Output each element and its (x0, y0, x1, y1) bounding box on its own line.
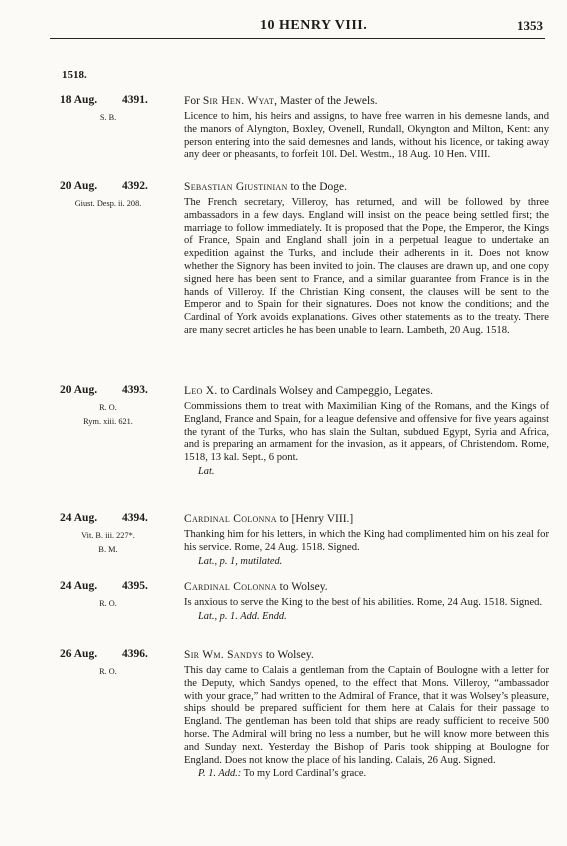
note-address: To my Lord Cardinal’s grace. (241, 768, 367, 780)
entry-note: Lat., p. 1. Add. Endd. (198, 610, 287, 622)
heading-name: Sir Wm. Sandys (184, 649, 263, 661)
entry-heading (184, 512, 549, 527)
entry-source (56, 401, 160, 429)
entry-text: Licence to him, his heirs and assigns, to have free warren in his demesne lands, and the manors of Alyngton, Boxley, Ovenell, Rundall, Okyngton and Milton, Kent: any person entering into the said demesnes and lands, without his licence, or taking away any deer or pheasants, to forfeit 10l. Del. Westm., 18 Aug. 10 Hen. VIII. (184, 111, 549, 161)
entry-margin (56, 384, 162, 444)
entry-date: 24 Aug. (60, 580, 98, 592)
entry-date: 24 Aug. (60, 512, 98, 524)
entry-text: Thanking him for his letters, in which the King had complimented him on his zeal for his service. Rome, 24 Aug. 1518. Signed. (184, 529, 549, 553)
source-line: Rym. xiii. 621. (83, 417, 133, 426)
entry-body (184, 648, 549, 780)
source-line: R. O. (99, 599, 117, 608)
page-header (50, 16, 545, 39)
entry-heading (184, 580, 549, 595)
entry-margin (56, 580, 162, 640)
heading-name: Leo X. (184, 385, 218, 397)
entry-note: Lat. (198, 465, 215, 477)
running-title: 10 HENRY VIII. (260, 18, 368, 33)
entry-source (56, 597, 160, 611)
entry-text: Commissions them to treat with Maximilian King of the Romans, and the Kings of England, France and Spain, for a league defensive and offensive for five years against the tyrant of the Turks, who has slain the Sultan, subdued Egypt, Syria and Africa, and is preparing an armament for the invasion, as it appears, of Christendom. Rome, 1518, 13 kal. Sept., 6 pont. (184, 401, 549, 464)
entry-body (184, 580, 549, 623)
entry-number: 4395. (122, 580, 148, 592)
entry-number: 4393. (122, 384, 148, 396)
heading-name: Sebastian Giustinian (184, 181, 288, 193)
entry-heading (184, 94, 549, 109)
heading-suffix: to Wolsey. (276, 581, 328, 593)
heading-name: Cardinal Colonna (184, 513, 277, 525)
note-italic: P. 1. Add.: (198, 768, 242, 780)
heading-suffix: to Cardinals Wolsey and Campeggio, Legates. (217, 385, 433, 397)
entry-margin (56, 648, 162, 708)
entry-date: 20 Aug. (60, 180, 98, 192)
entry-heading (184, 384, 549, 399)
entry-number: 4396. (122, 648, 148, 660)
source-line: R. O. (99, 667, 117, 676)
source-line: R. O. (99, 403, 117, 412)
heading-name: Sir Hen. Wyat (202, 95, 275, 107)
entry-margin (56, 94, 162, 154)
heading-name: Cardinal Colonna (184, 581, 277, 593)
entry-source (56, 197, 160, 211)
entry-date: 20 Aug. (60, 384, 98, 396)
year-label: 1518. (62, 69, 87, 81)
entry-text: The French secretary, Villeroy, has returned, and will be followed by three ambassadors in a few days. England will insist on the peace being settled first; the marriage to follow immediately. It is proposed that the Pope, the Emperor, the Kings of France, Spain and England shall join in a perpetual league to undertake an expedition against the Turks, and include their adherents in it. Does not know whether the Signory has been invited to join. The clauses are drawn up, and one copy signed here has been sent to France, and a similar guarantee from France is in the hands of Villeroy. If the Christian King consent, the clauses will be sent to the Emperor and to Spain for their signatures. Does not know the conditions; and the Cardinal of York avoids explanations. Gives other statements as to the treaty. There are many secret articles he has been unable to learn. Lambeth, 20 Aug. 1518. (184, 197, 549, 336)
entry-source (56, 665, 160, 679)
heading-suffix: to the Doge. (287, 181, 347, 193)
entry-number: 4391. (122, 94, 148, 106)
entry-text: This day came to Calais a gentleman from the Captain of Boulogne with a letter for the Deputy, which Sandys opened, to the effect that Mons. Villeroy, “ambassador with your grace,” had written to the Admiral of France, that it was Wolsey’s pleasure, ships should be prepared sufficient for them here at Calais for their passage to England. The gentleman has been told that ships are ready sufficient to receive 500 horse. The Admiral will bring no less a number, but he will know more between this and Sunday next. Yesterday the Bishop of Paris took shipping at Boulogne for England. Does not know the place of his landing. Calais, 26 Aug. Signed. (184, 665, 549, 766)
source-line: S. B. (99, 113, 117, 122)
heading-prefix: For (184, 95, 203, 107)
heading-suffix: , Master of the Jewels. (274, 95, 378, 107)
source-line: B. M. (98, 545, 118, 554)
entry-body (184, 512, 549, 568)
entry-body (184, 180, 549, 338)
entry-date: 18 Aug. (60, 94, 98, 106)
entry-body (184, 384, 549, 478)
entry-margin (56, 512, 162, 572)
entry-body (184, 94, 549, 162)
entry-number: 4392. (122, 180, 148, 192)
source-line: Giust. Desp. ii. 208. (74, 199, 142, 208)
entry-source (56, 111, 160, 125)
entry-note: Lat., p. 1, mutilated. (198, 555, 283, 567)
entry-text: Is anxious to serve the King to the best of his abilities. Rome, 24 Aug. 1518. Signed. (184, 597, 543, 608)
entry-source (56, 529, 160, 557)
entry-note (198, 767, 549, 780)
source-line: Vit. B. iii. 227*. (81, 531, 135, 540)
heading-suffix: to Wolsey. (262, 649, 314, 661)
page-number: 1353 (517, 18, 543, 33)
heading-suffix: to [Henry VIII.] (276, 513, 354, 525)
entry-heading (184, 648, 549, 663)
entry-number: 4394. (122, 512, 148, 524)
entry-heading (184, 180, 549, 195)
entry-date: 26 Aug. (60, 648, 98, 660)
entry-margin (56, 180, 162, 240)
